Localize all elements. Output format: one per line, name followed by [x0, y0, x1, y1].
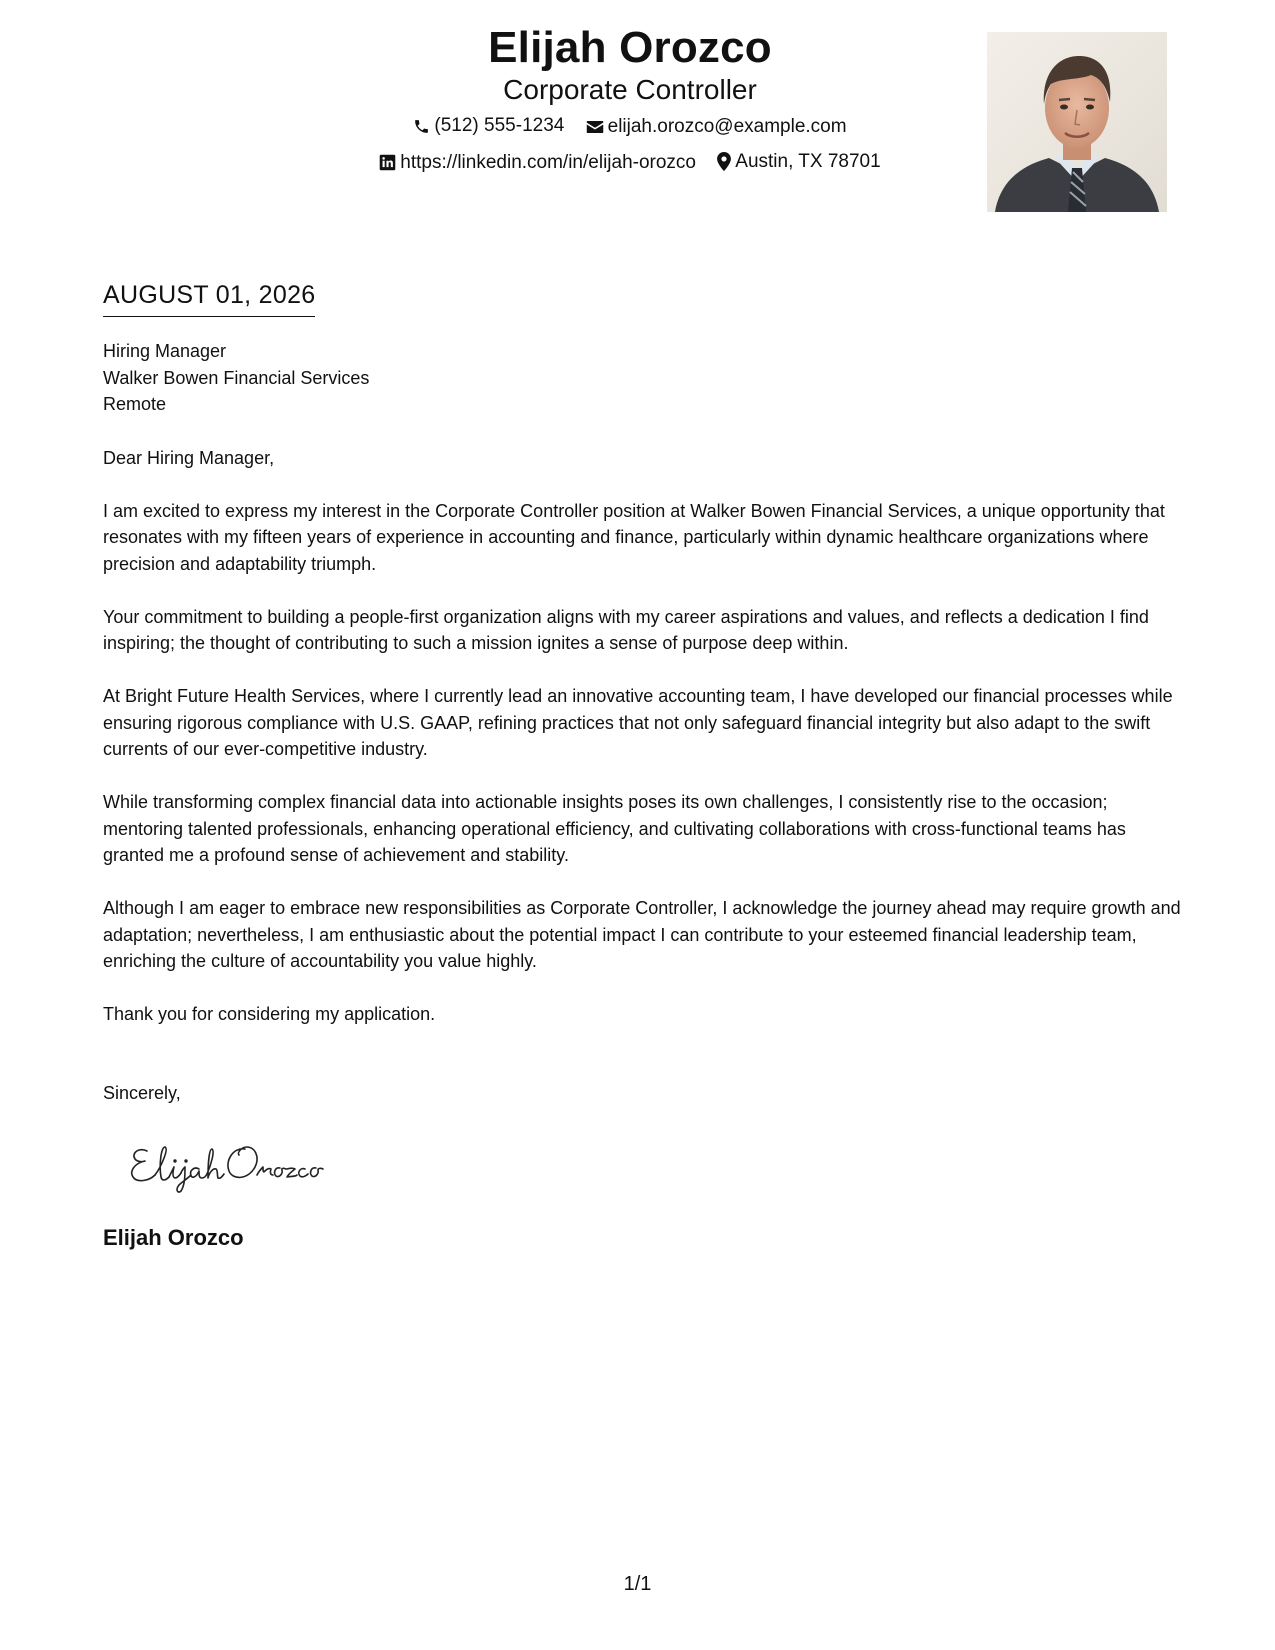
recipient-location: Remote	[103, 394, 167, 414]
body-paragraph-3: At Bright Future Health Services, where I currently lead an innovative accounting team, I have developed our financial processes while ensuring rigorous compliance with U.S. GAAP, refining practices that not only safeguard financial integrity but also adapt to the swift currents of our ever-competitive industry.	[103, 686, 1173, 759]
profile-photo-illustration	[987, 32, 1167, 212]
body-paragraph-5: Although I am eager to embrace new responsibilities as Corporate Controller, I acknowledge the journey ahead may require growth and adaptation; nevertheless, I am enthusiastic about the potential impact I can contribute to your esteemed financial leadership team, enriching the culture of accountability you value highly.	[103, 898, 1181, 971]
job-title: Corporate Controller	[503, 74, 757, 105]
contact-row-1	[330, 114, 930, 142]
phone-text: (512) 555-1234	[434, 115, 565, 136]
recipient-company: Walker Bowen Financial Services	[103, 367, 370, 388]
linkedin-icon	[379, 154, 396, 171]
location-contact	[717, 150, 880, 174]
page-number: 1/1	[623, 1573, 652, 1595]
phone-contact[interactable]	[413, 114, 564, 138]
body-paragraph-6: Thank you for considering my application.	[103, 1004, 436, 1024]
letter-date: AUGUST 01, 2026	[103, 280, 315, 317]
recipient-block	[103, 338, 1183, 418]
email-contact[interactable]	[586, 115, 847, 139]
salutation: Dear Hiring Manager,	[103, 447, 275, 468]
applicant-name: Elijah Orozco	[488, 23, 772, 72]
profile-photo	[987, 32, 1167, 212]
letter-date-block	[103, 280, 315, 317]
linkedin-text: https://linkedin.com/in/elijah-orozco	[400, 151, 696, 173]
phone-icon	[413, 118, 430, 135]
body-paragraph-4: While transforming complex financial data into actionable insights poses its own challenges, I consistently rise to the occasion; mentoring talented professionals, enhancing operational efficiency, and cultivating collaborations with cross-functional teams has granted me a profound sense of achievement and stability.	[103, 792, 1126, 865]
body-paragraph-2: Your commitment to building a people-first organization aligns with my career aspirations and values, and reflects a dedication I find inspiring; the thought of contributing to such a mission ignites a sense of purpose deep within.	[103, 606, 1149, 653]
envelope-icon	[586, 119, 604, 135]
body-paragraph-1: I am excited to express my interest in the Corporate Controller position at Walker Bowen Financial Services, a unique opportunity that resonates with my fifteen years of experience in accounting and finance, particularly within dynamic healthcare organizations where precision and adaptability triumph.	[103, 500, 1165, 574]
letter-body	[103, 338, 1183, 1054]
contact-row-2	[330, 150, 930, 179]
email-text: elijah.orozco@example.com	[607, 115, 847, 137]
resume-header	[0, 22, 1275, 222]
signature-name: Elijah Orozco	[103, 1225, 244, 1250]
linkedin-contact[interactable]	[379, 151, 696, 175]
map-pin-icon	[717, 152, 731, 171]
location-text: Austin, TX 78701	[735, 150, 881, 172]
recipient-title: Hiring Manager	[103, 341, 227, 361]
header-info	[330, 22, 930, 178]
handwritten-signature	[125, 1135, 345, 1195]
signature-drawing	[125, 1135, 345, 1195]
closing: Sincerely,	[103, 1083, 181, 1103]
